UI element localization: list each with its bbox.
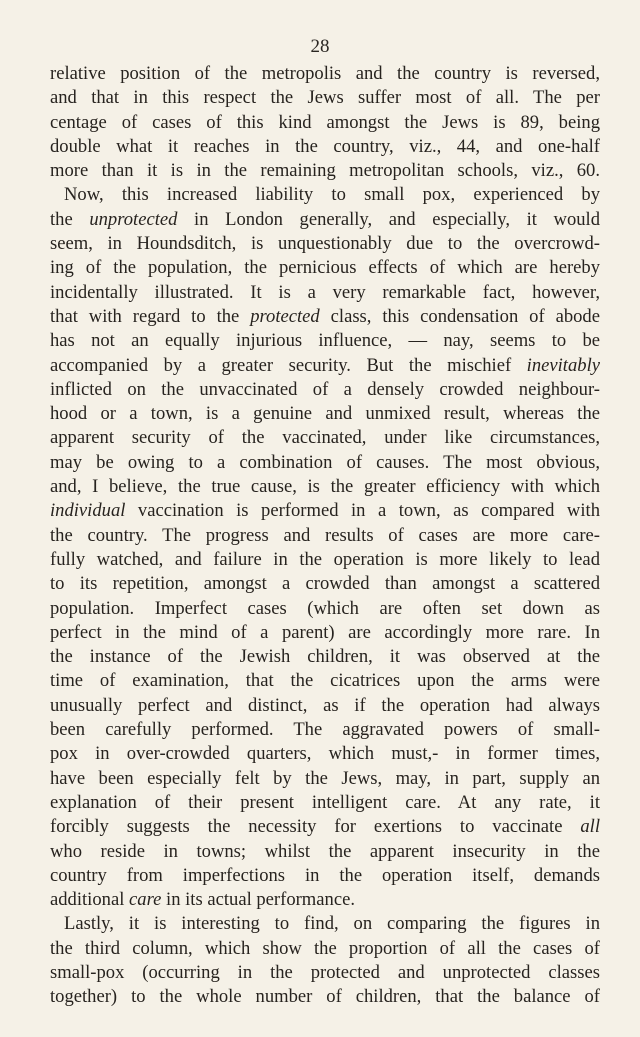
text-line: the third column, which show the proportion of all the cases of: [50, 937, 600, 959]
text-line: centage of cases of this kind amongst the Jews is 89, being: [50, 111, 600, 133]
text-line: additional care in its actual performance.: [50, 889, 355, 911]
text-line: fully watched, and failure in the operation is more likely to lead: [50, 548, 600, 570]
text-line: country from imperfections in the operation itself, demands: [50, 864, 600, 886]
text-line: together) to the whole number of children, that the balance of: [50, 986, 600, 1008]
text-line: relative position of the metropolis and the country is reversed,: [50, 63, 600, 84]
text-line: that with regard to the protected class, this condensation of abode: [50, 305, 600, 327]
text-line: hood or a town, is a genuine and unmixed result, whereas the: [50, 403, 600, 425]
text-line: Lastly, it is interesting to find, on comparing the figures in: [64, 913, 600, 935]
text-line: individual vaccination is performed in a town, as compared with: [50, 500, 600, 522]
text-line: have been especially felt by the Jews, may, in part, supply an: [50, 767, 600, 789]
text-line: apparent security of the vaccinated, under like circumstances,: [50, 427, 600, 449]
text-line: seem, in Houndsditch, is unquestionably due to the overcrowd-: [50, 233, 600, 255]
text-line: inflicted on the unvaccinated of a densely crowded neighbour-: [50, 378, 600, 400]
text-line: the instance of the Jewish children, it was observed at the: [50, 646, 600, 668]
body-text: [50, 62, 600, 1010]
text-line: and, I believe, the true cause, is the greater efficiency with which: [50, 476, 600, 498]
text-line: pox in over-crowded quarters, which must,- in former times,: [50, 743, 600, 765]
text-line: perfect in the mind of a parent) are accordingly more rare. In: [50, 621, 600, 643]
text-line: double what it reaches in the country, viz., 44, and one-half: [50, 135, 600, 157]
page-number: 28: [310, 36, 330, 57]
text-line: population. Imperfect cases (which are often set down as: [50, 597, 600, 619]
text-line: small-pox (occurring in the protected and unprotected classes: [50, 961, 600, 983]
text-line: forcibly suggests the necessity for exertions to vaccinate all: [50, 816, 600, 838]
text-line: has not an equally injurious influence, — nay, seems to be: [50, 330, 600, 352]
text-line: more than it is in the remaining metropolitan schools, viz., 60.: [50, 160, 600, 182]
text-line: time of examination, that the cicatrices upon the arms were: [50, 670, 600, 692]
text-line: may be owing to a combination of causes. The most obvious,: [50, 451, 600, 473]
text-line: to its repetition, amongst a crowded than amongst a scattered: [50, 573, 600, 595]
text-line: the unprotected in London generally, and especially, it would: [50, 208, 600, 230]
text-line: incidentally illustrated. It is a very remarkable fact, however,: [50, 281, 600, 303]
text-line: been carefully performed. The aggravated powers of small-: [50, 719, 600, 741]
text-line: the country. The progress and results of cases are more care-: [50, 524, 600, 546]
text-line: explanation of their present intelligent care. At any rate, it: [50, 791, 600, 813]
text-line: who reside in towns; whilst the apparent insecurity in the: [50, 840, 600, 862]
text-line: accompanied by a greater security. But the mischief inevitably: [50, 354, 600, 376]
text-line: unusually perfect and distinct, as if the operation had always: [50, 694, 600, 716]
text-line: Now, this increased liability to small pox, experienced by: [64, 184, 600, 206]
text-line: ing of the population, the pernicious effects of which are hereby: [50, 257, 600, 279]
text-line: and that in this respect the Jews suffer most of all. The per: [50, 87, 600, 109]
